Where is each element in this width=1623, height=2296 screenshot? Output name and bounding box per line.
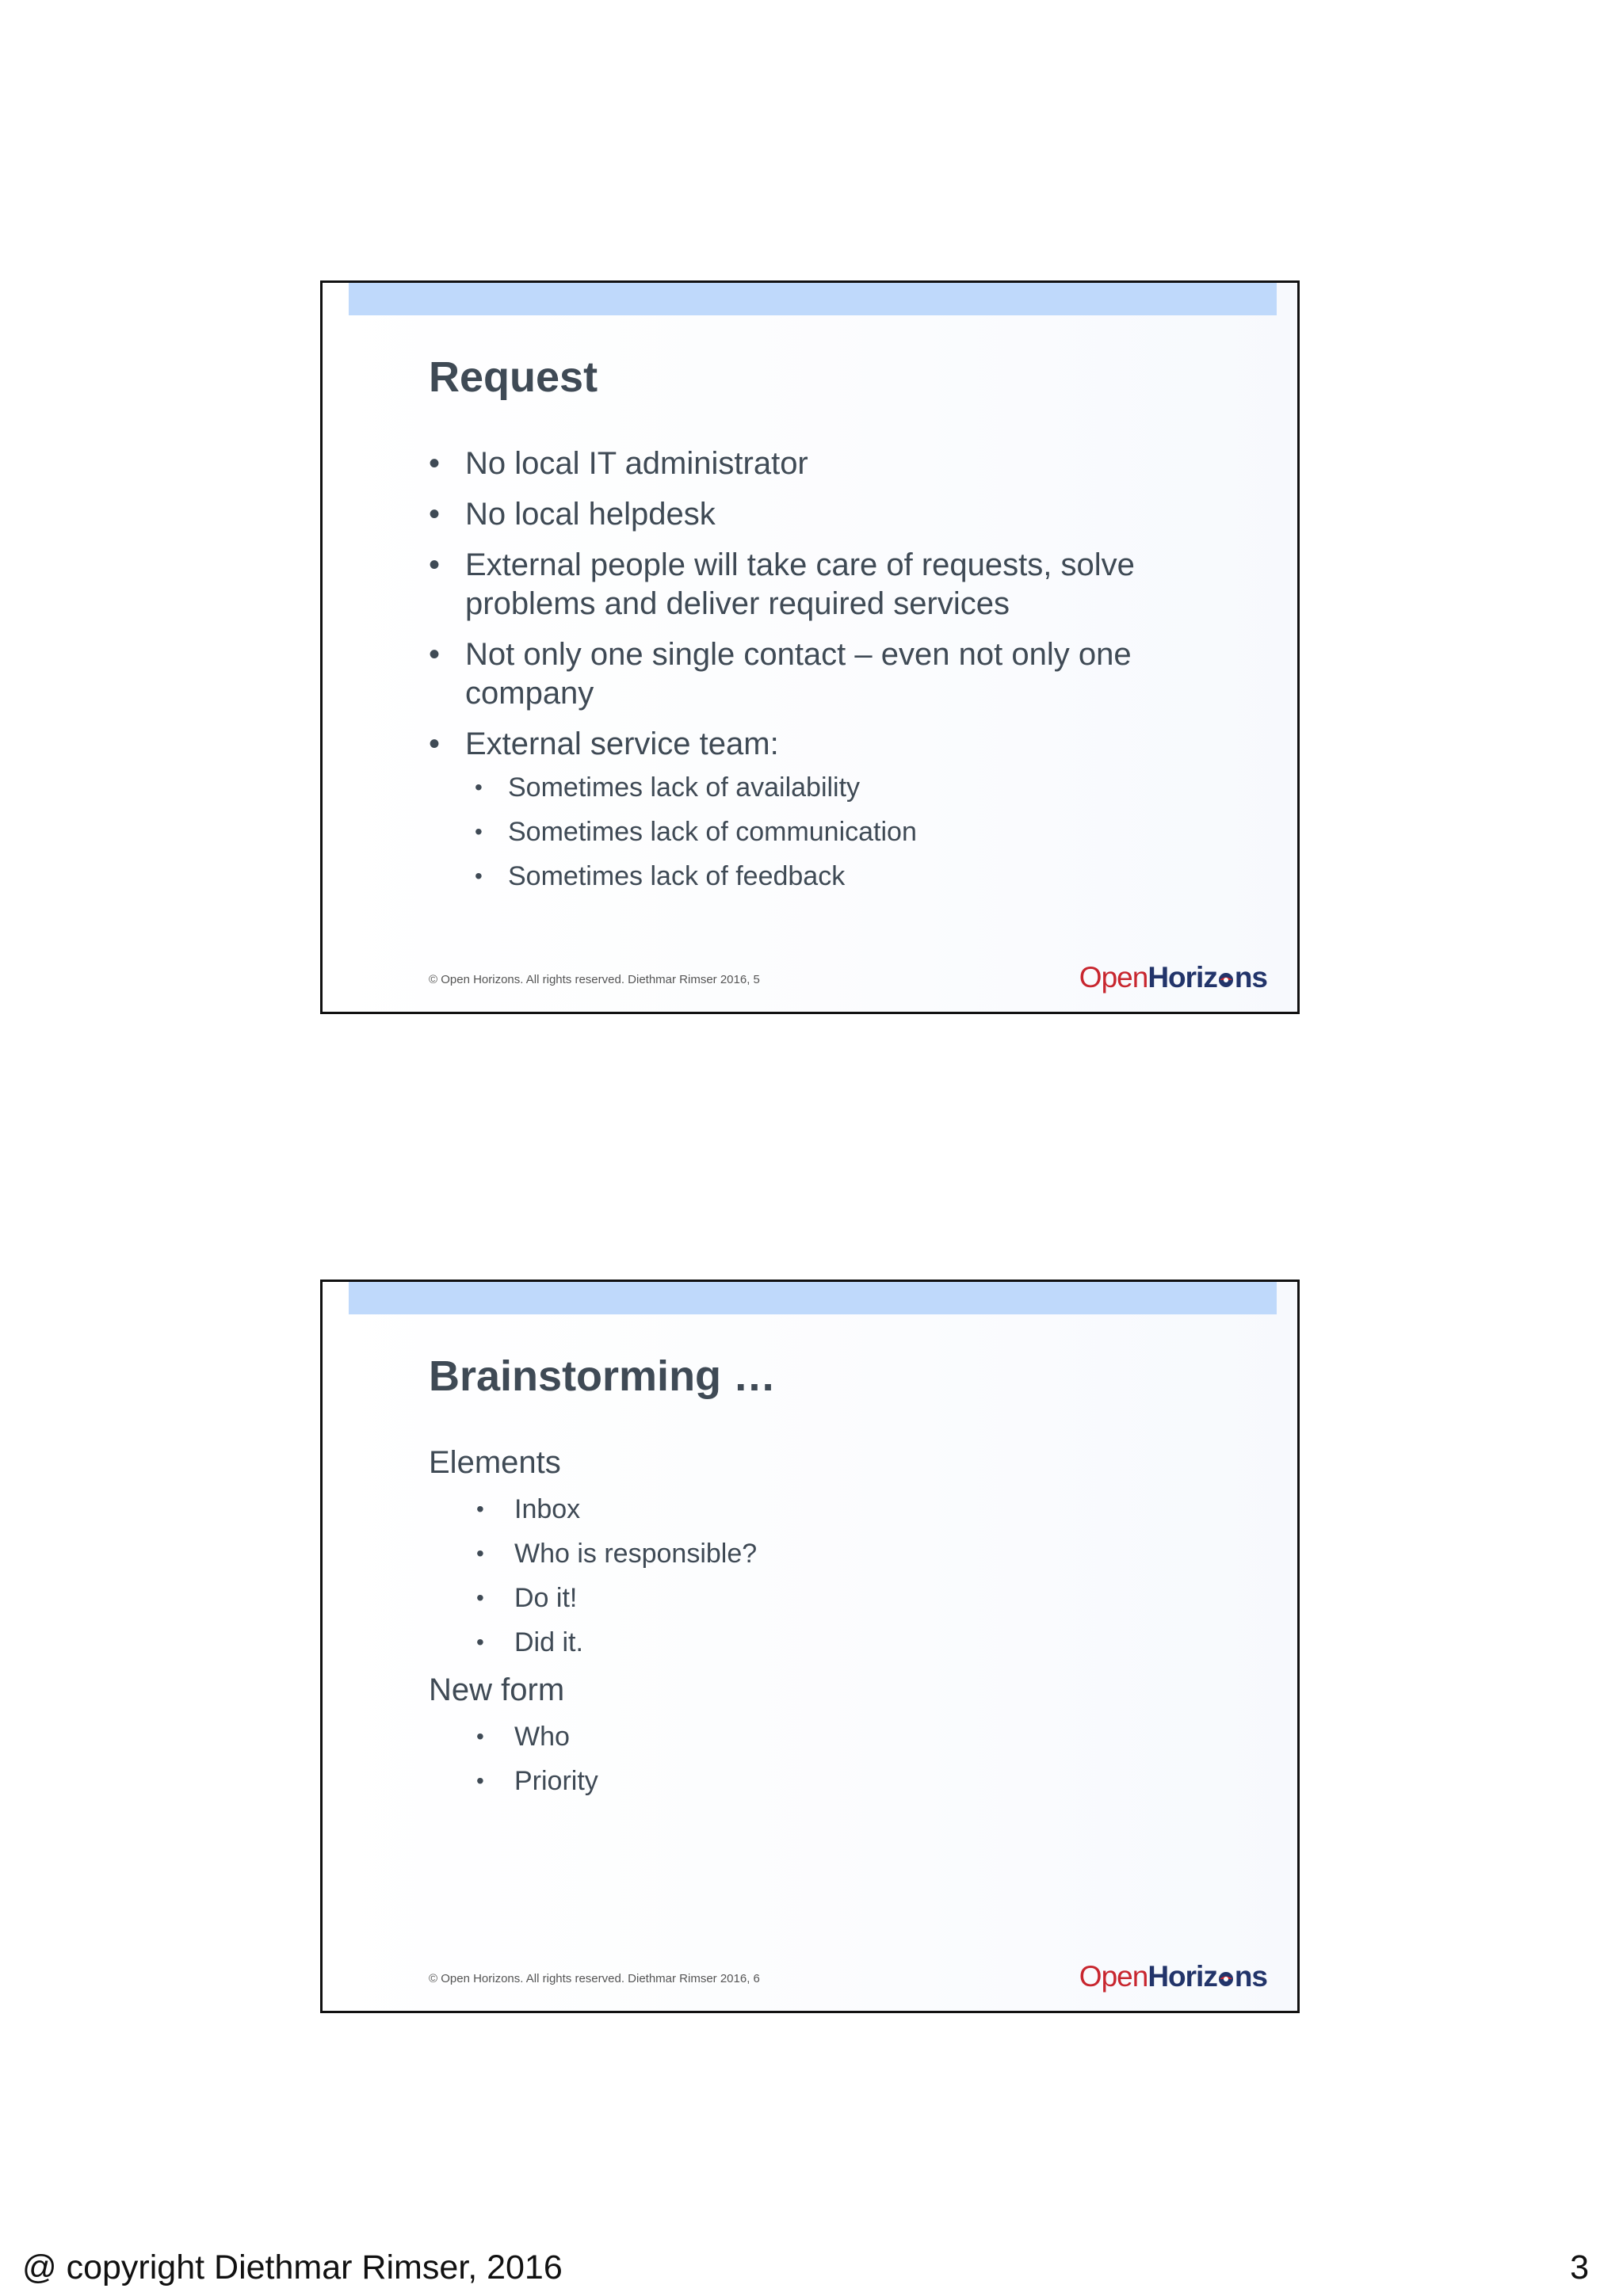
slide-brainstorming [320, 1280, 1300, 2013]
sub-bullet-item: • Did it. [476, 1627, 583, 1657]
globe-icon [1217, 971, 1235, 989]
bullet-icon: • [476, 1585, 484, 1610]
slide-footer: © Open Horizons. All rights reserved. Diethmar Rimser 2016, 6 [429, 1972, 760, 1985]
bullet-icon: • [429, 637, 441, 672]
slide-body [429, 1444, 1205, 1810]
group-heading: Elements [429, 1445, 561, 1480]
sub-bullet-item: • Who [476, 1722, 570, 1752]
bullet-icon: • [475, 819, 483, 844]
slide-footer: © Open Horizons. All rights reserved. Diethmar Rimser 2016, 5 [429, 973, 760, 986]
bullet-icon: • [476, 1768, 484, 1793]
bullet-icon: • [429, 497, 441, 532]
slide-body [429, 444, 1205, 905]
slide-title: Brainstorming … [429, 1352, 777, 1400]
page-number: 3 [1570, 2248, 1589, 2286]
sub-bullet-item: • Do it! [476, 1583, 578, 1613]
bullet-icon: • [429, 727, 441, 761]
page-copyright-footer: @ copyright Diethmar Rimser, 2016 [22, 2248, 563, 2286]
group-heading: New form [429, 1672, 565, 1707]
globe-icon [1217, 1970, 1235, 1988]
slide-title: Request [429, 353, 598, 401]
sub-bullet-item: • Sometimes lack of availability [475, 772, 861, 803]
bullet-icon: • [429, 547, 441, 582]
bullet-icon: • [476, 1541, 484, 1566]
open-horizons-logo: OpenHoriz ns [1079, 961, 1267, 994]
bullet-item: • External service team: [429, 725, 1205, 764]
sub-bullet-item: • Sometimes lack of feedback [475, 861, 846, 891]
sub-bullet-item: • Inbox [476, 1494, 581, 1524]
bullet-icon: • [476, 1724, 484, 1749]
bullet-icon: • [475, 864, 483, 888]
bullet-icon: • [476, 1630, 484, 1654]
slide-header-band [349, 283, 1277, 315]
bullet-item: • No local helpdesk [429, 495, 1205, 534]
bullet-icon: • [476, 1497, 484, 1521]
sub-bullet-item: • Priority [476, 1766, 598, 1796]
bullet-item: • Not only one single contact – even not only one company [429, 637, 1132, 711]
bullet-item: • External people will take care of requests, solve problems and deliver required services [429, 547, 1135, 621]
slide-header-band [349, 1282, 1277, 1314]
sub-bullet-item: • Sometimes lack of communication [475, 817, 917, 847]
sub-bullet-item: • Who is responsible? [476, 1539, 758, 1569]
bullet-icon: • [475, 775, 483, 799]
open-horizons-logo: OpenHoriz ns [1079, 1960, 1267, 1993]
bullet-icon: • [429, 446, 441, 481]
slide-request [320, 280, 1300, 1014]
bullet-item: • No local IT administrator [429, 444, 1205, 483]
